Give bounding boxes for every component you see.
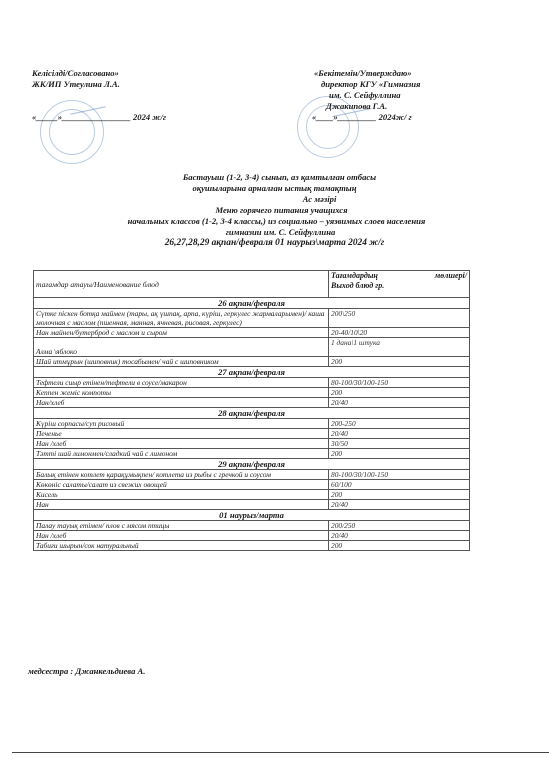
dish-cell: Палау тауық етімен/ плов с мясом птицы [34,521,329,531]
qty-cell: 20/40 [329,398,470,408]
table-row [34,541,470,551]
title-ru-line3: гимназии им. С. Сейфуллина [225,227,336,237]
menu-title [0,172,549,249]
dish-cell: Нан /хлеб [34,439,329,449]
approver-person: Джакипова Г.А. [326,101,388,111]
table-row [34,378,470,388]
day-header: 28 ақпан/февраля [34,408,470,419]
table-row [34,309,470,328]
day-header: 01 наурыз/марта [34,510,470,521]
day-header: 26 ақпан/февраля [34,298,470,309]
approver-school: им. С. Сейфуллина [329,90,401,100]
dish-cell: Шай итмұрын (шиповник) тосабымен/ чай с шиповником [34,357,329,367]
qty-cell: 20/40 [329,429,470,439]
title-kz-line1: Бастауыш (1-2, 3-4) сынып, аз қамтылған отбасы [182,172,377,182]
approved-label: «Бекітемін/Утверждаю» [314,68,412,78]
table-header-row [34,271,470,298]
qty-cell: 200 [329,388,470,398]
agreed-label: Келісілді/Согласовано» [32,68,119,78]
dish-cell: Кисель [34,490,329,500]
menu-table [33,270,470,551]
qty-cell: 200 [329,541,470,551]
qty-cell: 200 [329,357,470,367]
qty-cell: 200\250 [329,309,470,328]
table-row [34,531,470,541]
qty-cell: 200 [329,490,470,500]
day-header: 29 ақпан/февраля [34,459,470,470]
qty-cell: 20-40/10\20 [329,328,470,338]
dish-cell: Печенье [34,429,329,439]
title-dates: 26,27,28,29 ақпан/февраля 01 наурыз\марта 2024 ж/г [164,238,385,248]
qty-cell: 60/100 [329,480,470,490]
dish-column-header: тағамдар атауы/Наименование блюд [34,271,329,298]
qty-cell: 20/40 [329,500,470,510]
dish-cell: Нан/хлеб [34,398,329,408]
table-row [34,357,470,367]
agreed-date-line: «_____»________________ 2024 ж/г [32,112,167,122]
table-row [34,439,470,449]
qty-cell: 20/40 [329,531,470,541]
table-row [34,490,470,500]
table-row [34,388,470,398]
table-row [34,521,470,531]
table-row [34,500,470,510]
title-ru-line1: Меню горячего питания учащихся [215,205,348,215]
table-row [34,480,470,490]
dish-cell: Нан /хлеб [34,531,329,541]
table-row [34,449,470,459]
approver-position: директор КГУ «Гимназия [321,79,421,89]
title-kz-line3: Ас мәзірі [302,194,337,204]
table-row [34,338,470,357]
agreed-person: ЖК/ИП Утеулина Л.А. [32,79,120,89]
qty-cell: 80-100/30/100-150 [329,378,470,388]
dish-cell: Тефтели сиыр етінен/тефтели в соусе/макарон [34,378,329,388]
table-row [34,470,470,480]
table-row [34,419,470,429]
table-row [34,398,470,408]
qty-cell: 200-250 [329,419,470,429]
approval-date-line: «____»_________ 2024ж/ г [312,112,412,122]
qty-cell: 200 [329,449,470,459]
nurse-signature-line: медсестра : Джанкельдиева А. [28,666,146,676]
title-ru-line2: начальных классов (1-2, 3-4 классы,) из социально – уязвимых слоев населения [127,216,426,226]
approval-block [312,68,420,123]
dish-cell: Алма \яблоко [34,338,329,357]
day-header: 27 ақпан/февраля [34,367,470,378]
dish-cell: Табиғи шырын/сок натуральный [34,541,329,551]
dish-cell: Сүтке піскен ботқа маймен (тары, ақ үшпақ, арпа, күріш, геркулес жармаларымен)/ каша молочная с маслом (пшенная, манная, ячневая, рисовая, геркулес) [34,309,329,328]
qty-column-header: Тағамдардың мөлшері/ Выход блюд гр. [329,271,470,298]
dish-cell: Нан [34,500,329,510]
dish-cell: Кеппен жеміс компоты [34,388,329,398]
dish-cell: Нан майнен/бутерброд с маслом и сыром [34,328,329,338]
dish-cell: Көкөніс салаты/салат из свежих овощей [34,480,329,490]
table-row [34,328,470,338]
table-row [34,429,470,439]
title-kz-line2: оқушыларына арналған ыстық тамақтың [192,183,357,193]
qty-cell: 80-100/30/100-150 [329,470,470,480]
dish-cell: Балық етінен котлет қарақұмықпен/ котлета из рыбы с гречкой и соусом [34,470,329,480]
bottom-divider [12,752,549,753]
agreement-block [32,68,166,123]
dish-cell: Күріш сорпасы/суп рисовый [34,419,329,429]
dish-cell: Тәтті шай лимонмен/сладкий чай с лимоном [34,449,329,459]
qty-cell: 1 дана\1 штука [329,338,470,357]
qty-cell: 30/50 [329,439,470,449]
qty-cell: 200/250 [329,521,470,531]
